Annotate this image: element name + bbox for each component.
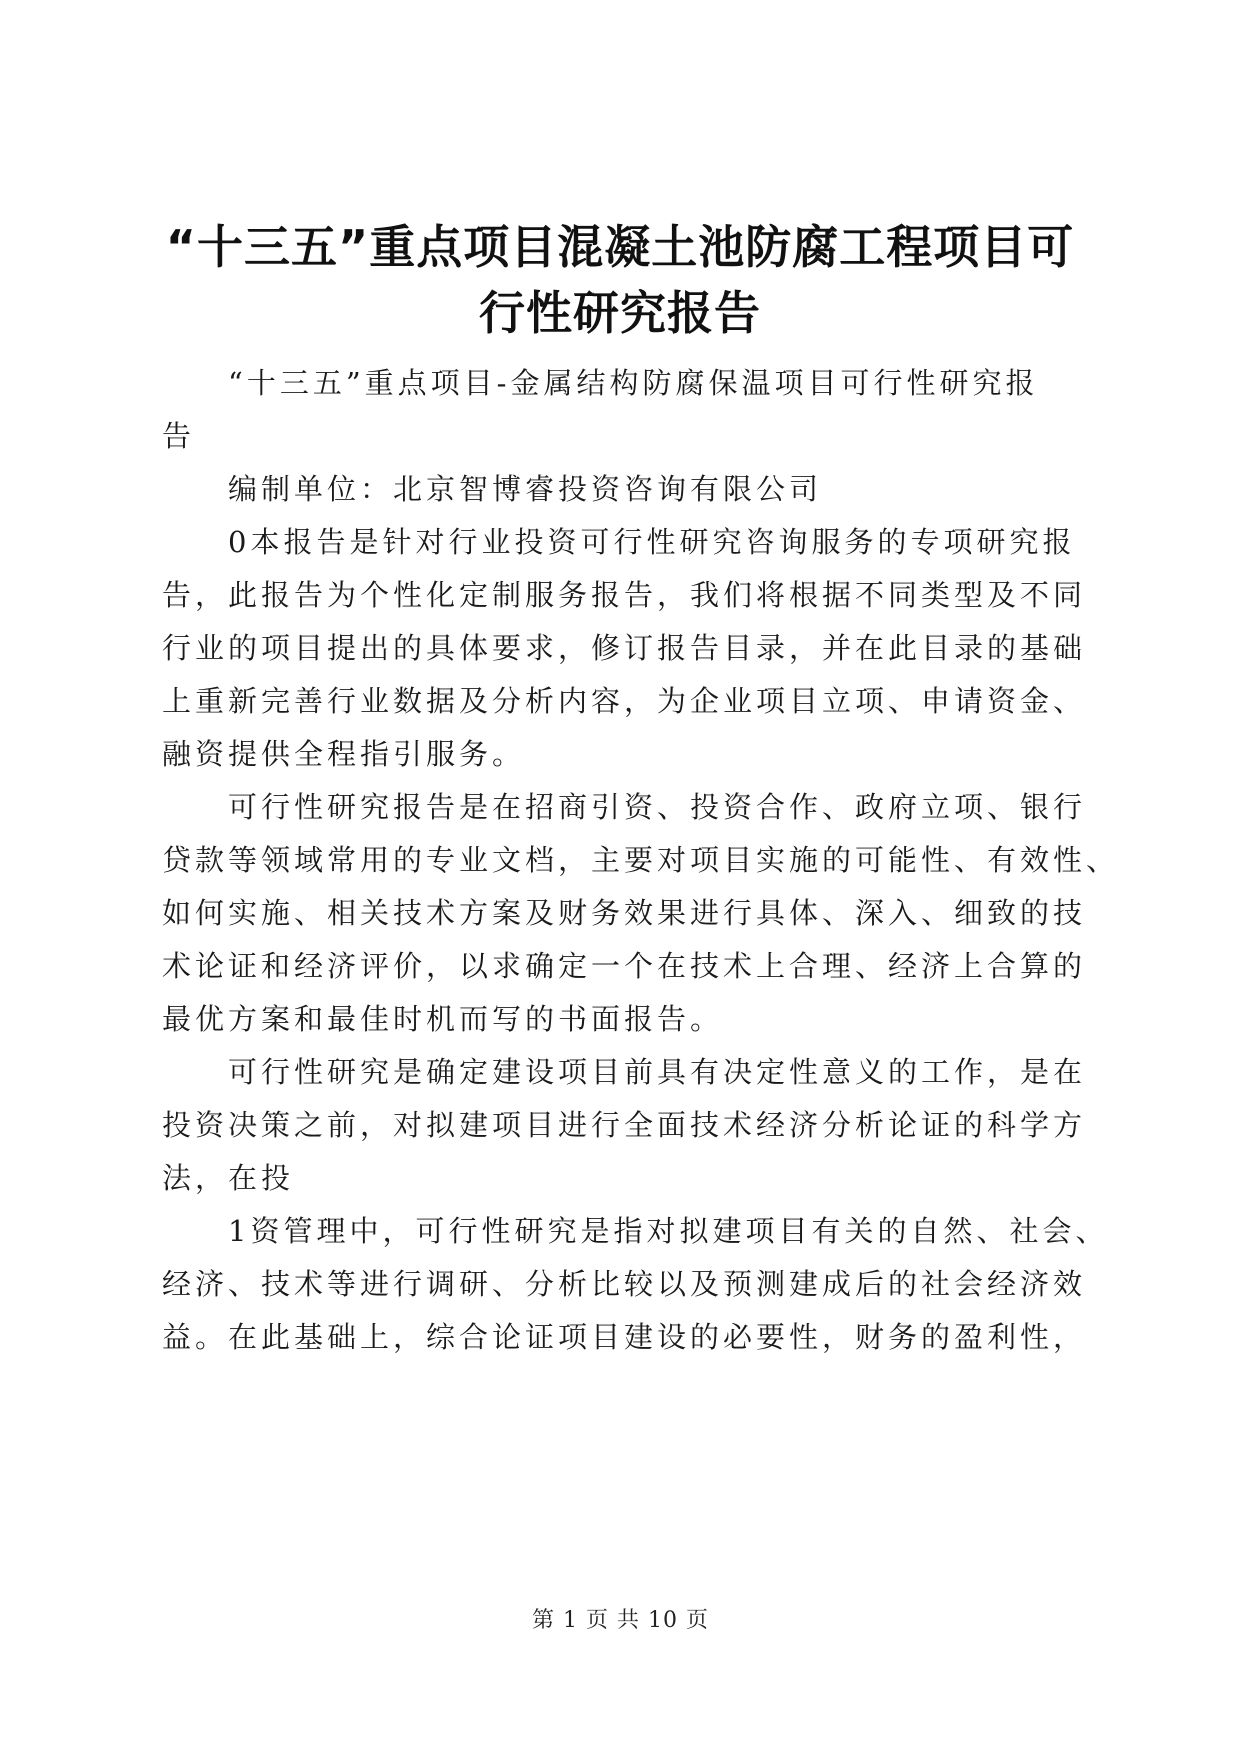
- paragraph-line: 可行性研究报告是在招商引资、投资合作、政府立项、银行: [228, 790, 1087, 824]
- paragraph-line: 行业的项目提出的具体要求，修订报告目录，并在此目录的基础: [162, 631, 1087, 665]
- paragraph-line: 告: [162, 419, 196, 453]
- page-number-footer: 第 1 页 共 10 页: [532, 1608, 709, 1633]
- paragraph-line: 最优方案和最佳时机而写的书面报告。: [162, 1002, 724, 1036]
- paragraph-compiler: [162, 463, 1082, 516]
- paragraph-line: 经济、技术等进行调研、分析比较以及预测建成后的社会经济效: [162, 1267, 1087, 1301]
- document-body: [162, 357, 1120, 1364]
- title-line-1: “十三五”重点项目混凝土池防腐工程项目可: [165, 220, 1075, 274]
- paragraph-intro: [162, 516, 1087, 781]
- paragraph-management: [162, 1205, 1109, 1364]
- paragraph-line: 益。在此基础上，综合论证项目建设的必要性，财务的盈利性，: [162, 1320, 1087, 1354]
- paragraph-line: 术论证和经济评价，以求确定一个在技术上合理、经济上合算的: [162, 949, 1087, 983]
- paragraph-line: 告，此报告为个性化定制服务报告，我们将根据不同类型及不同: [162, 578, 1087, 612]
- title-line-2: 行性研究报告: [479, 286, 761, 340]
- document-title: [150, 214, 1090, 346]
- paragraph-definition: [162, 781, 1120, 1046]
- paragraph-line: 上重新完善行业数据及分析内容，为企业项目立项、申请资金、: [162, 684, 1087, 718]
- paragraph-subtitle: [162, 357, 1082, 463]
- paragraph-line: 1资管理中，可行性研究是指对拟建项目有关的自然、社会、: [228, 1214, 1109, 1248]
- paragraph-line: 法，在投: [162, 1161, 295, 1195]
- paragraph-line: “十三五”重点项目-金属结构防腐保温项目可行性研究报: [228, 366, 1039, 400]
- paragraph-line: 编制单位：北京智博睿投资咨询有限公司: [228, 472, 823, 506]
- paragraph-line: 0本报告是针对行业投资可行性研究咨询服务的专项研究报: [228, 525, 1076, 559]
- paragraph-line: 如何实施、相关技术方案及财务效果进行具体、深入、细致的技: [162, 896, 1087, 930]
- paragraph-line: 可行性研究是确定建设项目前具有决定性意义的工作，是在: [228, 1055, 1087, 1089]
- paragraph-importance: [162, 1046, 1087, 1205]
- paragraph-line: 贷款等领域常用的专业文档，主要对项目实施的可能性、有效性、: [162, 843, 1120, 877]
- paragraph-line: 投资决策之前，对拟建项目进行全面技术经济分析论证的科学方: [162, 1108, 1087, 1142]
- paragraph-line: 融资提供全程指引服务。: [162, 737, 526, 771]
